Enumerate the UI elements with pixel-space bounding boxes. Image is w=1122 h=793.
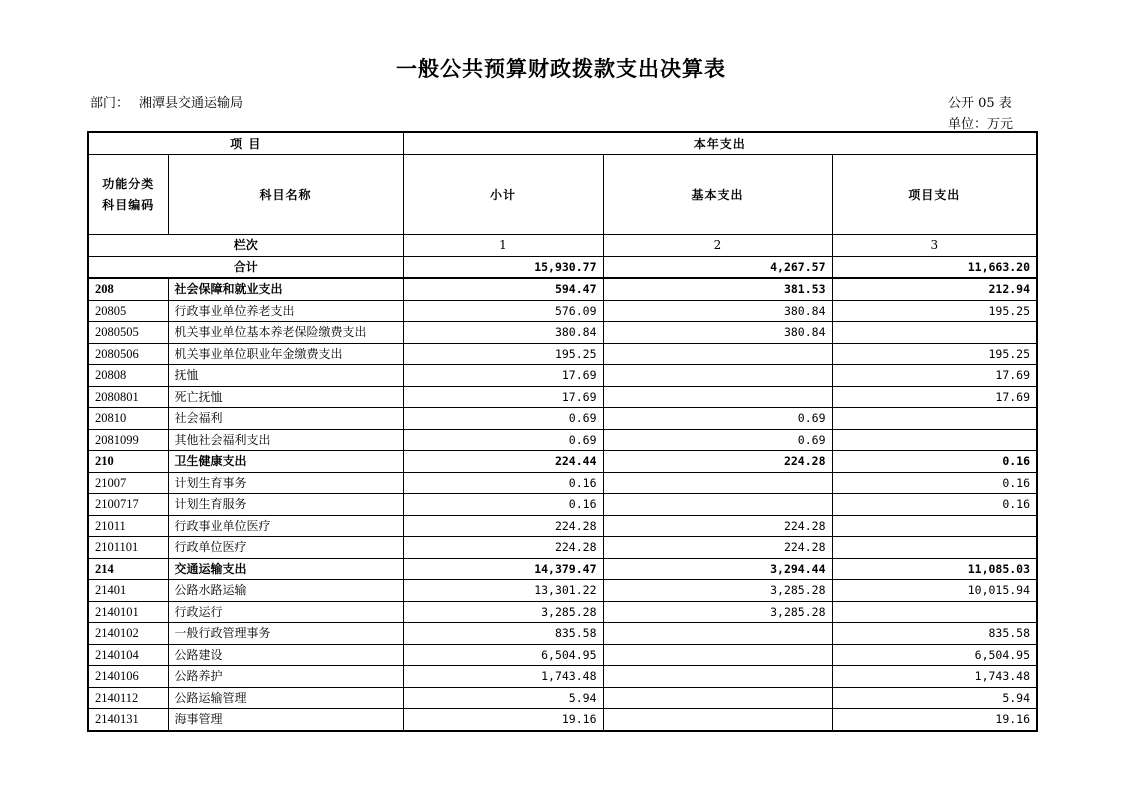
total-label: 合计	[88, 256, 403, 278]
row-code: 214	[88, 558, 168, 580]
row-basic: 224.28	[603, 451, 832, 473]
table-row	[88, 386, 1037, 408]
row-name: 行政单位医疗	[168, 537, 403, 559]
row-name: 行政事业单位医疗	[168, 515, 403, 537]
row-basic	[603, 365, 832, 387]
row-code: 2080506	[88, 343, 168, 365]
row-code: 2140101	[88, 601, 168, 623]
row-code: 2140106	[88, 666, 168, 688]
row-basic: 380.84	[603, 300, 832, 322]
row-subtotal: 0.16	[403, 472, 603, 494]
row-subtotal: 19.16	[403, 709, 603, 731]
row-name: 公路养护	[168, 666, 403, 688]
column-order-3: 3	[832, 235, 1037, 257]
row-code: 20808	[88, 365, 168, 387]
column-order-2: 2	[603, 235, 832, 257]
total-subtotal: 15,930.77	[403, 256, 603, 278]
row-code: 21401	[88, 580, 168, 602]
row-basic: 3,285.28	[603, 601, 832, 623]
row-subtotal: 0.69	[403, 408, 603, 430]
row-subtotal: 224.44	[403, 451, 603, 473]
row-subtotal: 6,504.95	[403, 644, 603, 666]
form-number: 公开 05 表	[948, 96, 1012, 111]
row-code: 210	[88, 451, 168, 473]
row-project	[832, 537, 1037, 559]
row-basic	[603, 494, 832, 516]
total-basic: 4,267.57	[603, 256, 832, 278]
row-code: 2101101	[88, 537, 168, 559]
row-name: 行政运行	[168, 601, 403, 623]
row-name: 计划生育服务	[168, 494, 403, 516]
row-subtotal: 13,301.22	[403, 580, 603, 602]
row-basic: 0.69	[603, 429, 832, 451]
row-project: 212.94	[832, 278, 1037, 300]
table-row	[88, 472, 1037, 494]
row-basic	[603, 687, 832, 709]
table-row	[88, 666, 1037, 688]
row-name: 死亡抚恤	[168, 386, 403, 408]
table-row	[88, 623, 1037, 645]
row-subtotal: 5.94	[403, 687, 603, 709]
table-row	[88, 537, 1037, 559]
table-row	[88, 580, 1037, 602]
row-basic	[603, 472, 832, 494]
row-project: 195.25	[832, 343, 1037, 365]
row-code: 208	[88, 278, 168, 300]
header-code-line1: 功能分类	[102, 176, 155, 191]
row-project: 17.69	[832, 365, 1037, 387]
row-subtotal: 224.28	[403, 515, 603, 537]
row-name: 公路建设	[168, 644, 403, 666]
row-subtotal: 14,379.47	[403, 558, 603, 580]
row-code: 2080505	[88, 322, 168, 344]
row-basic: 381.53	[603, 278, 832, 300]
unit-label: 单位：万元	[948, 117, 1014, 132]
row-basic: 224.28	[603, 515, 832, 537]
row-basic	[603, 343, 832, 365]
row-name: 机关事业单位职业年金缴费支出	[168, 343, 403, 365]
row-subtotal: 195.25	[403, 343, 603, 365]
row-project: 5.94	[832, 687, 1037, 709]
table-row	[88, 515, 1037, 537]
header-function-code	[88, 155, 168, 235]
row-code: 2140131	[88, 709, 168, 731]
expenditure-table	[87, 131, 1038, 732]
row-basic: 0.69	[603, 408, 832, 430]
row-project	[832, 515, 1037, 537]
row-basic: 380.84	[603, 322, 832, 344]
row-name: 其他社会福利支出	[168, 429, 403, 451]
row-project: 19.16	[832, 709, 1037, 731]
header-current-year: 本年支出	[403, 132, 1037, 155]
row-code: 21007	[88, 472, 168, 494]
row-code: 2140104	[88, 644, 168, 666]
table-row	[88, 278, 1037, 300]
column-order-1: 1	[403, 235, 603, 257]
row-name: 公路运输管理	[168, 687, 403, 709]
department-label: 部门：	[90, 96, 130, 111]
table-row	[88, 709, 1037, 731]
row-name: 社会保障和就业支出	[168, 278, 403, 300]
row-project: 835.58	[832, 623, 1037, 645]
column-order-row	[88, 235, 1037, 257]
row-subtotal: 3,285.28	[403, 601, 603, 623]
row-project	[832, 429, 1037, 451]
row-name: 交通运输支出	[168, 558, 403, 580]
table-row	[88, 687, 1037, 709]
header-project-expense: 项目支出	[832, 155, 1037, 235]
department-line	[90, 92, 243, 111]
row-subtotal: 380.84	[403, 322, 603, 344]
row-name: 行政事业单位养老支出	[168, 300, 403, 322]
row-project: 1,743.48	[832, 666, 1037, 688]
row-project: 0.16	[832, 472, 1037, 494]
row-project	[832, 408, 1037, 430]
row-project: 11,085.03	[832, 558, 1037, 580]
total-row	[88, 256, 1037, 278]
page-title: 一般公共预算财政拨款支出决算表	[396, 56, 726, 81]
row-code: 2140102	[88, 623, 168, 645]
row-basic	[603, 623, 832, 645]
row-subtotal: 17.69	[403, 365, 603, 387]
row-basic	[603, 386, 832, 408]
row-name: 计划生育事务	[168, 472, 403, 494]
table-row	[88, 408, 1037, 430]
row-project: 0.16	[832, 494, 1037, 516]
table-row	[88, 601, 1037, 623]
row-subtotal: 0.16	[403, 494, 603, 516]
row-subtotal: 835.58	[403, 623, 603, 645]
row-code: 2140112	[88, 687, 168, 709]
table-row	[88, 322, 1037, 344]
header-project: 项 目	[88, 132, 403, 155]
row-basic	[603, 644, 832, 666]
row-code: 2080801	[88, 386, 168, 408]
row-project: 6,504.95	[832, 644, 1037, 666]
table-row	[88, 494, 1037, 516]
row-subtotal: 1,743.48	[403, 666, 603, 688]
row-project: 195.25	[832, 300, 1037, 322]
row-project: 0.16	[832, 451, 1037, 473]
row-subtotal: 224.28	[403, 537, 603, 559]
row-basic: 3,294.44	[603, 558, 832, 580]
row-name: 卫生健康支出	[168, 451, 403, 473]
row-name: 一般行政管理事务	[168, 623, 403, 645]
table-row	[88, 644, 1037, 666]
table-row	[88, 451, 1037, 473]
header-subject-name: 科目名称	[168, 155, 403, 235]
total-project: 11,663.20	[832, 256, 1037, 278]
row-project: 10,015.94	[832, 580, 1037, 602]
header-code-line2: 科目编码	[102, 197, 155, 212]
row-basic: 224.28	[603, 537, 832, 559]
department-name: 湘潭县交通运输局	[139, 96, 244, 111]
row-project	[832, 601, 1037, 623]
table-row	[88, 429, 1037, 451]
row-subtotal: 594.47	[403, 278, 603, 300]
table-row	[88, 365, 1037, 387]
row-subtotal: 17.69	[403, 386, 603, 408]
row-basic	[603, 709, 832, 731]
row-name: 公路水路运输	[168, 580, 403, 602]
row-name: 机关事业单位基本养老保险缴费支出	[168, 322, 403, 344]
row-project: 17.69	[832, 386, 1037, 408]
row-code: 2100717	[88, 494, 168, 516]
row-subtotal: 576.09	[403, 300, 603, 322]
column-order-label: 栏次	[88, 235, 403, 257]
table-row	[88, 558, 1037, 580]
header-row-1	[88, 132, 1037, 155]
row-code: 21011	[88, 515, 168, 537]
row-basic	[603, 666, 832, 688]
row-basic: 3,285.28	[603, 580, 832, 602]
row-code: 20810	[88, 408, 168, 430]
row-subtotal: 0.69	[403, 429, 603, 451]
header-subtotal: 小计	[403, 155, 603, 235]
row-project	[832, 322, 1037, 344]
row-name: 抚恤	[168, 365, 403, 387]
header-row-2	[88, 155, 1037, 235]
row-code: 20805	[88, 300, 168, 322]
table-row	[88, 300, 1037, 322]
table-row	[88, 343, 1037, 365]
row-code: 2081099	[88, 429, 168, 451]
header-basic: 基本支出	[603, 155, 832, 235]
row-name: 社会福利	[168, 408, 403, 430]
row-name: 海事管理	[168, 709, 403, 731]
